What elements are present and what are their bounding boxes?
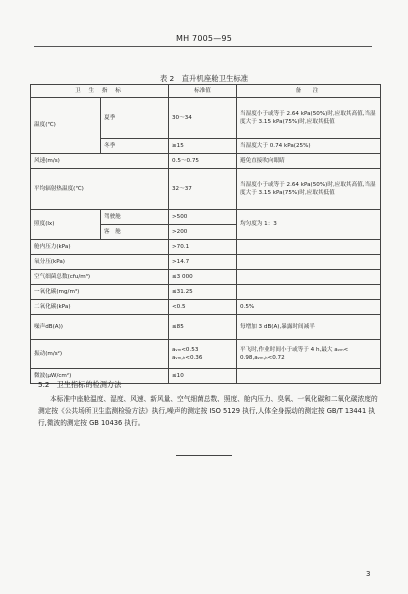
- row-note-pressure: [237, 240, 381, 255]
- row-note-winter: 当湿度大于 0.74 kPa(25%): [237, 139, 381, 154]
- table-row: [31, 315, 381, 340]
- table-row: [31, 285, 381, 300]
- row-sub-cockpit: 驾驶舱: [101, 210, 169, 225]
- row-value-oxygen: >14.7: [169, 255, 237, 270]
- row-item-noise: 噪声dB(A)): [31, 315, 169, 340]
- table-row: [31, 270, 381, 285]
- row-note-wind: 避免直接吹向眼睛: [237, 154, 381, 169]
- table-row: [31, 210, 381, 225]
- row-note-co: [237, 285, 381, 300]
- table-row: [31, 98, 381, 139]
- row-value-winter: ≥15: [169, 139, 237, 154]
- row-item-temperature: 温度(℃): [31, 98, 101, 154]
- row-item-oxygen: 氧分压(kPa): [31, 255, 169, 270]
- vibration-note-line-1: 平飞时,作业时间小于或等于 4 h,最大 aᵥₘ<: [240, 346, 349, 353]
- row-note-bacteria: [237, 270, 381, 285]
- row-value-co: ≤31.25: [169, 285, 237, 300]
- row-note-vibration: [237, 340, 381, 369]
- row-note-oxygen: [237, 255, 381, 270]
- row-note-summer: 当湿度小于或等于 2.64 kPa(50%)时,应取其高值,当湿度大于 3.15 kPa(75%)时,应取其低值: [237, 98, 381, 139]
- row-sub-winter: 冬季: [101, 139, 169, 154]
- page-number: 3: [366, 570, 371, 578]
- row-value-wind: 0.5～0.75: [169, 154, 237, 169]
- table-row: [31, 255, 381, 270]
- table-header-row: [31, 85, 381, 98]
- row-note-noise: 每增加 3 dB(A),暴露时间减半: [237, 315, 381, 340]
- row-item-bacteria: 空气细菌总数(cfu/m³): [31, 270, 169, 285]
- table-row: [31, 169, 381, 210]
- row-value-summer: 30～34: [169, 98, 237, 139]
- table-row: [31, 300, 381, 315]
- table-row: [31, 340, 381, 369]
- row-item-illuminance: 照度(lx): [31, 210, 101, 240]
- row-note-microwave: [237, 369, 381, 384]
- row-value-noise: ≤85: [169, 315, 237, 340]
- page-header-code: MH 7005—95: [176, 34, 232, 43]
- section-heading: 5.2 卫生指标的检测方法: [38, 380, 122, 389]
- row-item-co: 一氧化碳(mg/m³): [31, 285, 169, 300]
- row-value-cabin: >200: [169, 225, 237, 240]
- row-note-radiant: 当湿度小于或等于 2.64 kPa(50%)时,应取其高值,当湿度大于 3.15 kPa(75%)时,应取其低值: [237, 169, 381, 210]
- row-sub-cabin: 客 舱: [101, 225, 169, 240]
- row-note-illuminance: 均匀度为 1：3: [237, 210, 381, 240]
- vibration-note-line-2: 0.98,aᵥₘ,ₕ<0.72: [240, 355, 285, 361]
- row-note-co2: 0.5%: [237, 300, 381, 315]
- end-rule: [176, 455, 232, 456]
- col-header-standard: 标准值: [169, 85, 237, 98]
- row-value-vibration: [169, 340, 237, 369]
- row-value-bacteria: ≤3 000: [169, 270, 237, 285]
- row-item-microwave: 微波(μW/cm²): [31, 369, 169, 384]
- vibration-value-line-1: aᵥₘ<0.53: [172, 346, 199, 353]
- col-header-item: 卫 生 指 标: [31, 85, 169, 98]
- row-item-co2: 二氧化碳(kPa): [31, 300, 169, 315]
- row-value-cockpit: >500: [169, 210, 237, 225]
- row-value-co2: <0.5: [169, 300, 237, 315]
- table-caption: 表 2 直升机座舱卫生标准: [159, 74, 249, 83]
- row-item-pressure: 舱内压力(kPa): [31, 240, 169, 255]
- vibration-value-line-2: aᵥₘ,ₕ<0.36: [172, 355, 203, 361]
- row-item-vibration: 振动(m/s²): [31, 340, 169, 369]
- row-item-wind: 风速(m/s): [31, 154, 169, 169]
- row-item-radiant: 平均辐射热温度(℃): [31, 169, 169, 210]
- row-value-pressure: >70.1: [169, 240, 237, 255]
- row-value-microwave: ≤10: [169, 369, 237, 384]
- row-sub-summer: 夏季: [101, 98, 169, 139]
- hygiene-standards-table: [30, 84, 381, 384]
- col-header-note: 备 注: [237, 85, 381, 98]
- table-row: [31, 240, 381, 255]
- table-row: [31, 154, 381, 169]
- section-body: 本标准中座舱温度、湿度、风速、新风量、空气细菌总数、照度、舱内压力、臭氧、一氧化碳和二氧化碳浓度的测定按《公共场所卫生监测检验方法》执行,噪声的测定按 ISO 5129 执行,人体全身振动的测定按 GB/T 13441 执行,微波的测定按 GB 10436 执行。: [38, 395, 378, 427]
- header-rule: [34, 46, 372, 47]
- row-value-radiant: 32～37: [169, 169, 237, 210]
